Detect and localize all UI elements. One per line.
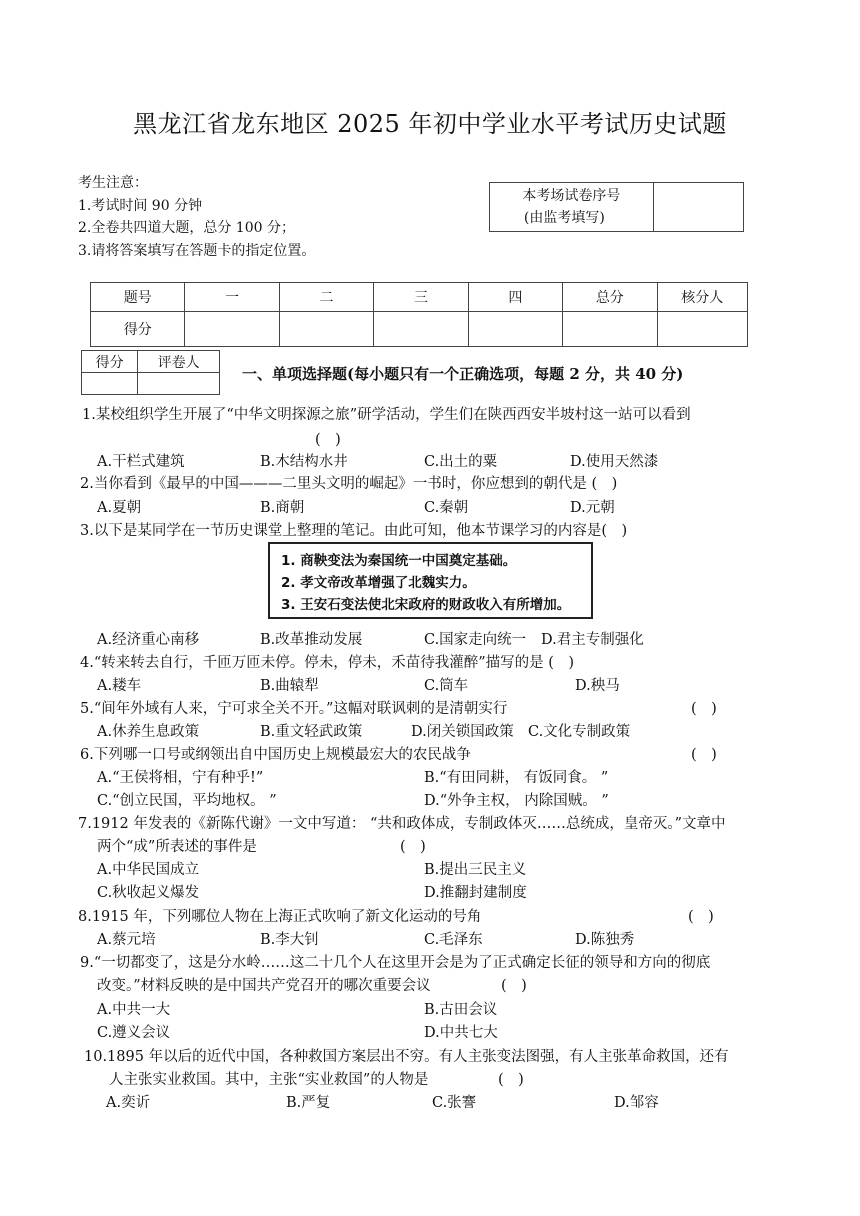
notice-item: 3.请将答案填写在答题卡的指定位置。 [78, 242, 316, 259]
question-10-option: A.奕䜣 [106, 1095, 151, 1111]
score-cell[interactable] [468, 312, 562, 347]
exam-title: 黑龙江省龙东地区 2025 年初中学业水平考试历史试题 [133, 110, 727, 138]
question-5-option: B.重文轻武政策 [260, 724, 363, 740]
question-5-option: D.闭关锁国政策 [411, 724, 514, 740]
question-2-option: D.元朝 [570, 500, 615, 516]
grader-box [81, 350, 220, 395]
seat-number-box [489, 182, 744, 232]
question-10-option: D.邹容 [614, 1095, 659, 1111]
question-4-option: B.曲辕犁 [260, 678, 319, 694]
question-9-stem-cont: 改变。”材料反映的是中国共产党召开的哪次重要会议 [97, 978, 431, 994]
question-4-option: D.秧马 [575, 678, 620, 694]
question-9-option: A.中共一大 [97, 1002, 171, 1018]
grader-name-field[interactable] [138, 373, 220, 395]
score-cell[interactable] [279, 312, 373, 347]
question-9-option: D.中共七大 [424, 1025, 498, 1041]
answer-bracket: ( ) [501, 978, 527, 994]
question-1-option: A.干栏式建筑 [97, 454, 185, 470]
exam-notice [78, 172, 315, 262]
question-9-option: C.遵义会议 [97, 1025, 171, 1041]
question-7-option: B.提出三民主义 [424, 862, 527, 878]
seat-number-label [490, 183, 654, 232]
question-10-option: B.严复 [286, 1095, 331, 1111]
question-9-option: B.古田会议 [424, 1002, 498, 1018]
question-3-stem: 3.以下是某同学在一节历史课堂上整理的笔记。由此可知，他本节课学习的内容是( ) [80, 523, 628, 539]
question-2-stem: 2.当你看到《最早的中国———二里头文明的崛起》一书时，你应想到的朝代是 ( ) [80, 476, 618, 492]
question-1-option: B.木结构水井 [260, 454, 348, 470]
notice-heading: 考生注意： [78, 175, 148, 191]
question-2-option: B.商朝 [260, 500, 305, 516]
question-3-option: C.国家走向统一 [424, 632, 527, 648]
score-header-cell: 核分人 [657, 283, 747, 312]
question-4-option: A.耧车 [97, 678, 142, 694]
question-1-stem: 1.某校组织学生开展了“中华文明探源之旅”研学活动，学生们在陕西西安半坡村这一站可以看到 [82, 407, 691, 423]
question-8-option: B.李大钊 [260, 932, 319, 948]
grader-name-label: 评卷人 [138, 351, 220, 373]
question-3-option: B.改革推动发展 [260, 632, 363, 648]
question-7-option: A.中华民国成立 [97, 862, 200, 878]
class-notes-box [268, 542, 593, 619]
question-3-option: A.经济重心南移 [97, 632, 200, 648]
answer-bracket: ( ) [691, 701, 717, 717]
question-10-option: C.张謇 [432, 1095, 477, 1111]
question-9-stem: 9.“一切都变了，这是分水岭……这二十几个人在这里开会是为了正式确定长征的领导和方向的彻底 [80, 955, 711, 971]
answer-bracket: ( ) [691, 747, 717, 763]
question-7-option: D.推翻封建制度 [424, 885, 527, 901]
score-header-cell: 总分 [563, 283, 657, 312]
question-6-option: C.“创立民国，平均地权。 ” [97, 793, 277, 809]
grader-score-label: 得分 [82, 351, 138, 373]
score-cell[interactable] [185, 312, 279, 347]
question-10-stem-cont: 人主张实业救国。其中，主张“实业救国”的人物是 [109, 1072, 429, 1088]
score-header-cell: 三 [374, 283, 468, 312]
question-7-stem-cont: 两个“成”所表述的事件是 [97, 839, 257, 855]
score-row-label: 得分 [91, 312, 185, 347]
note-line: 2. 孝文帝改革增强了北魏实力。 [281, 575, 476, 591]
question-1-option: D.使用天然漆 [570, 454, 659, 470]
question-6-option: B.“有田同耕， 有饭同食。 ” [424, 770, 609, 786]
question-2-option: C.秦朝 [424, 500, 469, 516]
answer-bracket: ( ) [498, 1072, 524, 1088]
score-cell[interactable] [374, 312, 468, 347]
notice-item: 2.全卷共四道大题，总分 100 分； [78, 220, 295, 236]
question-8-option: C.毛泽东 [424, 932, 483, 948]
grader-score-field[interactable] [82, 373, 138, 395]
question-5-stem: 5.“间年外域有人来，宁可求全关不开。”这幅对联讽刺的是清朝实行 [80, 701, 508, 717]
question-6-option: A.“王侯将相，宁有种乎!” [97, 770, 264, 786]
question-7-stem: 7.1912 年发表的《新陈代谢》一文中写道： “共和政体成，专制政体灭……总统成，皇帝灭。”文章中 [78, 816, 726, 832]
seat-number-field[interactable] [653, 183, 743, 232]
question-10-stem: 10.1895 年以后的近代中国，各种救国方案层出不穷。有人主张变法图强，有人主张革命救国，还有 [84, 1049, 729, 1065]
score-header-cell: 二 [279, 283, 373, 312]
question-4-option: C.筒车 [424, 678, 469, 694]
question-2-option: A.夏朝 [97, 500, 142, 516]
question-6-option: D.“外争主权， 内除国贼。 ” [424, 793, 609, 809]
answer-bracket: ( ) [688, 909, 714, 925]
question-6-stem: 6.下列哪一口号或纲领出自中国历史上规模最宏大的农民战争 [80, 747, 471, 763]
note-line: 1. 商鞅变法为秦国统一中国奠定基础。 [281, 553, 517, 569]
score-header-cell: 一 [185, 283, 279, 312]
question-7-option: C.秋收起义爆发 [97, 885, 200, 901]
seat-number-label-line2: (由监考填写) [523, 210, 605, 226]
notice-item: 1.考试时间 90 分钟 [78, 197, 203, 214]
score-header-cell: 题号 [91, 283, 185, 312]
question-8-stem: 8.1915 年，下列哪位人物在上海正式吹响了新文化运动的号角 [78, 909, 482, 925]
seat-number-label-line1: 本考场试卷序号 [522, 188, 621, 204]
note-line: 3. 王安石变法使北宋政府的财政收入有所增加。 [281, 597, 571, 613]
question-1-option: C.出土的粟 [424, 454, 498, 470]
score-header-cell: 四 [468, 283, 562, 312]
score-cell[interactable] [657, 312, 747, 347]
section-1-title: 一、单项选择题(每小题只有一个正确选项，每题 2 分，共 40 分) [242, 365, 684, 383]
answer-bracket: ( ) [400, 839, 426, 855]
question-5-option: A.休养生息政策 [97, 724, 200, 740]
question-8-option: A.蔡元培 [97, 932, 156, 948]
question-4-stem: 4.“转来转去自行，千匝万匝未停。停未，停未，禾苗待我灌醉”描写的是 ( ) [80, 655, 575, 671]
answer-bracket: ( ) [315, 432, 341, 448]
score-cell[interactable] [563, 312, 657, 347]
question-8-option: D.陈独秀 [575, 932, 635, 948]
question-5-option: C.文化专制政策 [528, 724, 631, 740]
question-3-option: D.君主专制强化 [541, 632, 644, 648]
score-table [90, 282, 748, 347]
